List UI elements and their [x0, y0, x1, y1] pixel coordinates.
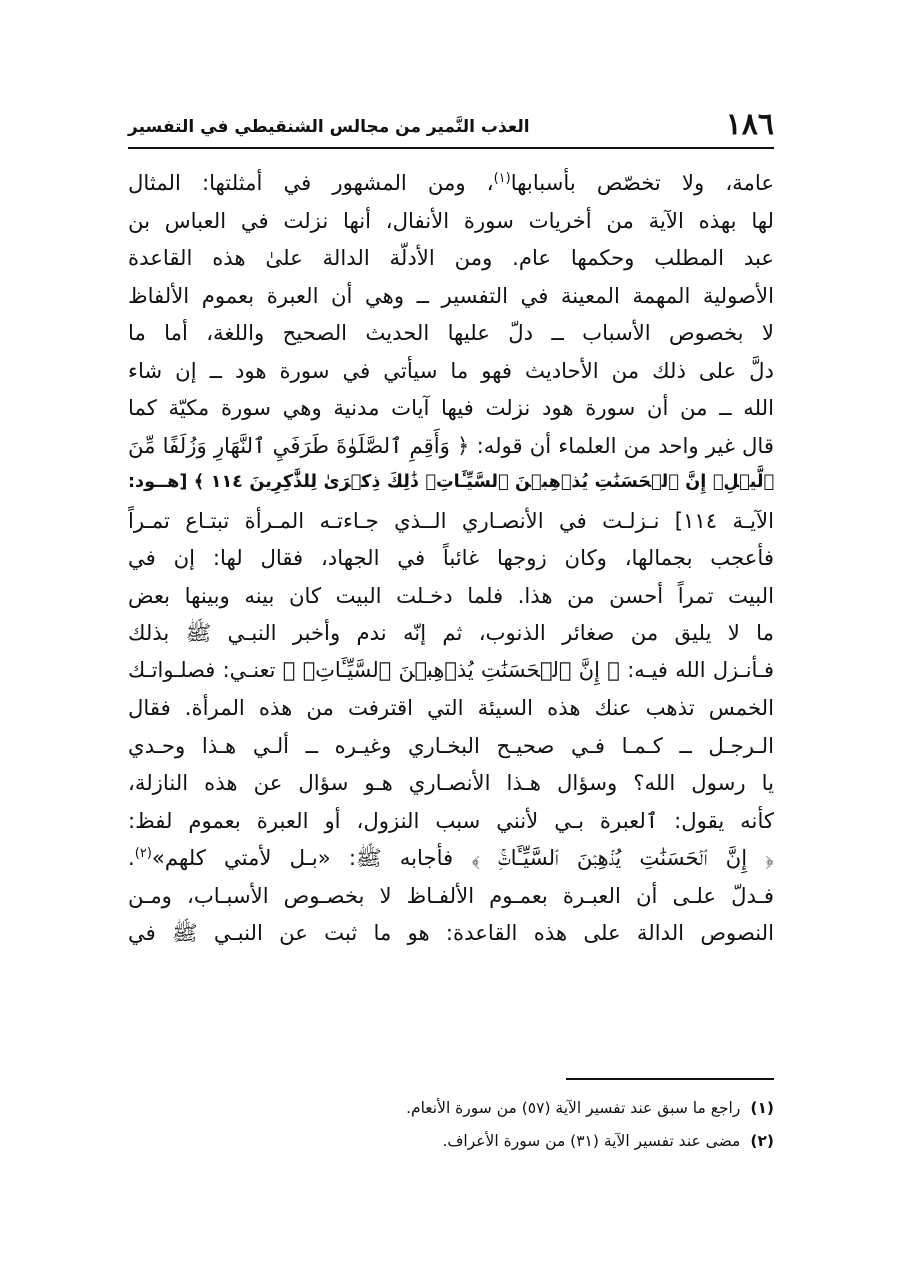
text-line: الأصولية المهمة المعينة في التفسير ــ وهي أن العبرة بعموم الألفاظ	[128, 282, 774, 308]
footnote-reference: (١)	[493, 170, 511, 186]
main-text	[128, 164, 774, 952]
text-line: البيت تمراً أحسن من هذا. فلما دخـلت البيت كان بينه وبينها بعض	[128, 582, 774, 608]
text-line: الـرجـل ــ كـمـا فـي صحيـح البخـاري وغيـره ــ ألـي هـذا وحـدي	[128, 732, 774, 758]
text-line: كأنه يقول: ٱلعبرة بـي لأنني سبب النزول، أو العبرة بعموم لفظ:	[128, 807, 774, 833]
text-line: الله ــ من أن سورة هود نزلت فيها آيات مدنية وهي سورة مكيّة كما	[128, 395, 774, 420]
text-line: عبد المطلب وحكمها عام. ومن الأدلّة الدالة علىٰ هذه القاعدة	[128, 245, 774, 270]
footnote-number: (٢)	[750, 1132, 774, 1150]
text-line: ما لا يليق من صغائر الذنوب، ثم إنّه ندم وأخبر النبـي ﷺ بذلك	[128, 620, 774, 645]
text-line: فـدلّ علـى أن العبـرة بعمـوم الألفـاظ لا بخصـوص الأسبـاب، ومـن	[128, 882, 774, 908]
text-line: دلَّ على ذلك من الأحاديث فهو ما سيأتي في سورة هود ــ إن شاء	[128, 357, 774, 383]
footnote-1	[128, 1092, 774, 1125]
text-line: قال غير واحد من العلماء أن قوله: ﴿ وَأَقِمِ ٱلصَّلَوٰةَ طَرَفَيِ ٱلنَّهَارِ وَزُلَفًا مِّنَ	[128, 432, 774, 458]
text-line: فـأنـزل الله فيـه: ﴿ إِنَّ ٱلۡحَسَنَٰتِ يُذۡهِبۡنَ ٱلسَّيِّـَٔاتِۚ ﴾ تعنـي: فصلـواتـك	[128, 657, 774, 682]
text-line	[128, 164, 774, 202]
footnote-number: (١)	[750, 1099, 774, 1117]
quran-verse-line: ٱلَّيۡلِۚ إِنَّ ٱلۡحَسَنَٰتِ يُذۡهِبۡنَ ٱلسَّيِّـَٔاتِۚ ذَٰلِكَ ذِكۡرَىٰ لِلذَّٰكِرِينَ ١١٤ ﴾ [هــود:	[128, 472, 774, 492]
footnote-reference: (٢)	[134, 845, 152, 861]
text-line: يا رسول الله؟ وسؤال هـذا الأنصـاري هـو سؤال عن هذه النازلة،	[128, 770, 774, 795]
text-line: لها بهذه الآية من أخريات سورة الأنفال، أنها نزلت في العباس بن	[128, 207, 774, 233]
footnote-2	[128, 1125, 774, 1158]
text-line: ﴿ إِنَّ ٱلۡحَسَنَٰتِ يُذۡهِبۡنَ ٱلسَّيِّـَٔاتِۚ ﴾ فأجابه ﷺ: «بـل لأمتي كلهم»$^{(٢)}$.	[128, 845, 774, 870]
text-line: الخمس تذهب عنك هذه السيئة التي اقترفت من هذه المرأة. فقال	[128, 695, 774, 720]
footnote-separator	[566, 1078, 774, 1080]
text-line: الآيـة ١١٤] نـزلـت في الأنصـاري الــذي جـاءتـه المـرأة تبتـاع تمـراً	[128, 507, 774, 533]
page-number: ١٨٦	[725, 107, 774, 142]
text-line: النصوص الدالة على هذه القاعدة: هو ما ثبت عن النبـي ﷺ في	[128, 920, 774, 945]
footnote-text: راجع ما سبق عند تفسير الآية (٥٧) من سورة الأنعام.	[406, 1099, 741, 1117]
page-header	[128, 102, 774, 148]
text-line: فأعجب بجمالها، وكان زوجها غائباً في الجهاد، فقال لها: إن في	[128, 545, 774, 570]
running-title: العذب النَّمير من مجالس الشنقيطي في التفسير	[128, 117, 530, 137]
text-line-part: عامة، ولا تخصّص بأسبابها$^{(١)}$، ومن المشهور في أمثلتها: المثال	[128, 170, 774, 195]
footnote-text: مضى عند تفسير الآية (٣١) من سورة الأعراف.	[442, 1132, 741, 1150]
text-line: لا بخصوص الأسباب ــ دلّ عليها الحديث الصحيح واللغة، أما ما	[128, 320, 774, 345]
footnotes	[128, 1092, 774, 1158]
header-rule	[128, 147, 774, 149]
